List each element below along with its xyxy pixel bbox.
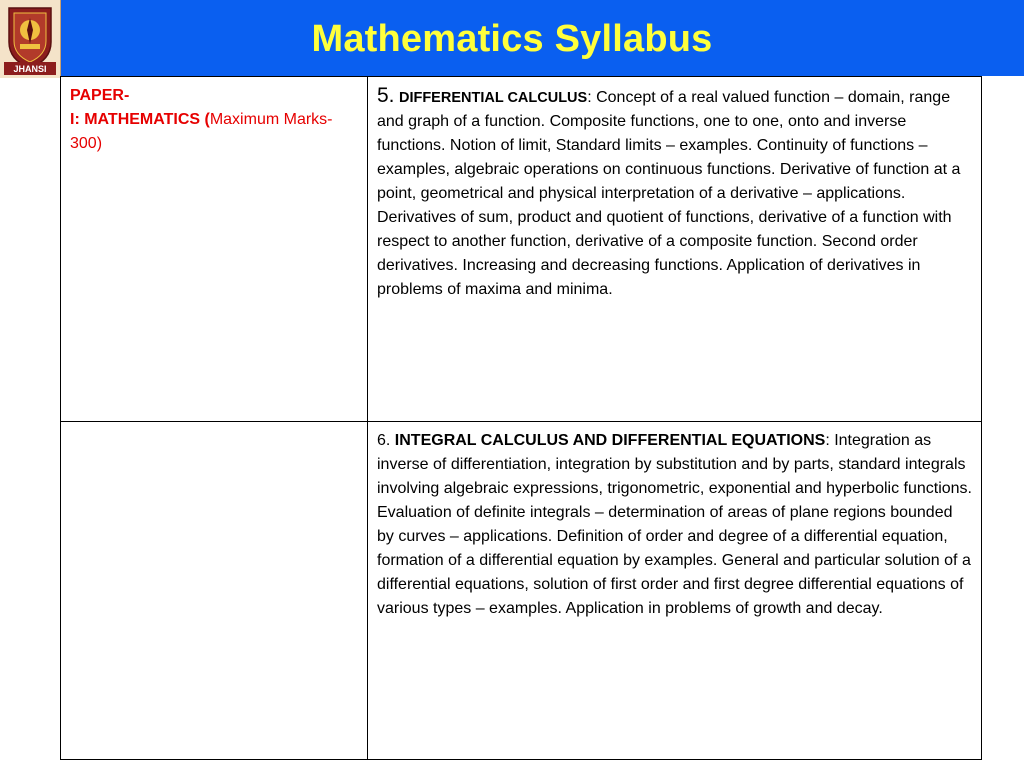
syllabus-table — [60, 76, 982, 760]
topic-description: : Concept of a real valued function – domain, range and graph of a function. Composite functions, one to one, onto and inverse functions. Notion of limit, Standard limits – examples. Continuity of functions – examples, algebraic operations on continuous functions. Derivative of function at a point, geometrical and physical interpretation of a derivative – applications. Derivatives of sum, product and quotient of functions, derivative of a function with respect to another function, derivative of a composite function. Second order derivatives. Increasing and decreasing functions. Application of derivatives in problems of maxima and minima. — [377, 89, 961, 298]
logo-text: JHANSI — [13, 64, 47, 74]
topic-number: 5. — [377, 84, 395, 107]
paper-cell-empty — [61, 422, 368, 760]
topic-title: INTEGRAL CALCULUS AND DIFFERENTIAL EQUATIONS — [394, 432, 826, 449]
paper-cell — [61, 77, 368, 422]
paper-marks: Maximum Marks- 300) — [70, 111, 333, 152]
topic-number: 6. — [377, 432, 391, 449]
table-row — [61, 77, 982, 422]
table-row — [61, 422, 982, 760]
topic-title: DIFFERENTIAL CALCULUS — [398, 90, 588, 106]
paper-subject: I: MATHEMATICS ( — [70, 111, 210, 128]
page-title: Mathematics Syllabus — [311, 18, 713, 60]
topic-cell — [368, 422, 982, 760]
paper-label: PAPER- — [70, 87, 130, 104]
topic-description: : Integration as inverse of differentiation, integration by substitution and by parts, standard integrals involving algebraic expressions, trigonometric, exponential and hyperbolic functions. Evaluation of definite integrals – determination of areas of plane regions bounded by curves – applications. Definition of order and degree of a differential equation, formation of a differential equation by examples. General and particular solution of a differential equations, solution of first order and first degree differential equations of various types – examples. Application in problems of growth and decay. — [377, 432, 972, 617]
topic-cell — [368, 77, 982, 422]
